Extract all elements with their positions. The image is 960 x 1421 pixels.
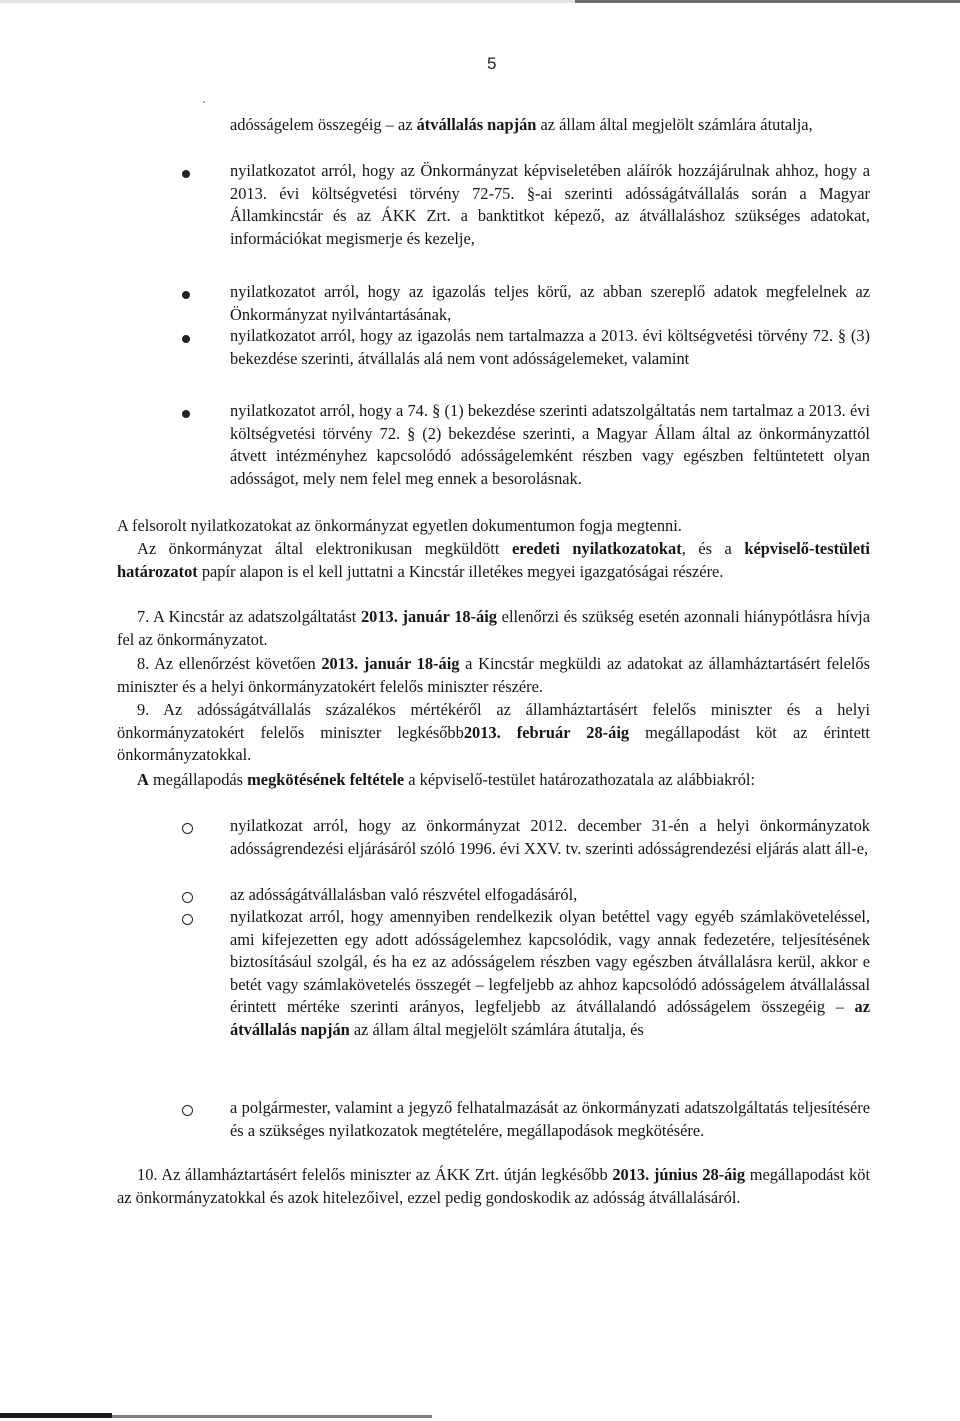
bullet-item	[230, 160, 870, 250]
bold-text-run: megkötésének feltétele	[247, 770, 405, 789]
text-run: adósságelem összegéig – az	[230, 115, 417, 134]
paragraph-9	[117, 699, 870, 767]
bold-text-run: az átvállalás napján	[230, 997, 870, 1039]
text-run: 8. Az ellenőrzést követően	[137, 654, 322, 673]
text-run: nyilatkozatot arról, hogy az Önkormányzat képviseletében aláírók hozzájárulnak ahhoz, hogy a 2013. évi költségvetési törvény 72-75. §-ai szerinti adósságátvállalás során a Magyar Államkincstár és az ÁKK Zrt. a banktitkot képező, az átvállaláshoz szükséges adatokat, információkat megismerje és kezelje,	[230, 161, 870, 248]
sub-item	[230, 815, 870, 860]
text-run: az állam által megjelölt számlára átutalja, és	[349, 1019, 644, 1039]
bullet-item	[230, 325, 870, 370]
circle-bullet-icon	[182, 823, 193, 834]
page-number: 5	[487, 54, 497, 73]
text-run: 7. A Kincstár az adatszolgáltatást	[137, 607, 361, 626]
sub-item	[230, 906, 870, 1042]
bullet-item	[230, 400, 870, 490]
bullet-dot	[182, 410, 190, 418]
paragraph-7	[117, 606, 870, 651]
text-run: papír alapon is el kell juttatni a Kincstár illetékes megyei igazgatóságai részére.	[197, 561, 724, 581]
circle-bullet-icon	[182, 1105, 193, 1116]
circle-bullet-icon	[182, 892, 193, 903]
text-run: a polgármester, valamint a jegyző felhatalmazását az önkormányzati adatszolgáltatás teljesítésére és a szükséges nyilatkozatok megtételére, megállapodások megkötésére.	[230, 1098, 870, 1140]
text-run: nyilatkozatot arról, hogy az igazolás nem tartalmazza a 2013. évi költségvetési törvény 72. § (3) bekezdése szerinti, átvállalás alá nem vont adósságelemeket, valamint	[230, 326, 870, 368]
circle-bullet-icon	[182, 914, 193, 925]
text-run: ellenőrzi és szükség esetén azonnali hiánypótlásra hívja fel az önkormányzatot.	[117, 607, 870, 649]
paragraph-felsorolt	[117, 515, 870, 538]
scan-bottom-edge	[0, 1413, 960, 1421]
paragraph-feltetel	[117, 769, 870, 792]
text-run: 9. Az adósságátvállalás százalékos mértékéről az államháztartásért felelős miniszter és a helyi önkormányzatokért felelős miniszter legkésőbb	[117, 700, 870, 742]
bullet-item	[230, 281, 870, 326]
bullet-dot	[182, 170, 190, 178]
bold-text-run: átvállalás napján	[416, 115, 537, 134]
text-run: az állam által megjelölt számlára átutalja,	[536, 115, 813, 134]
paragraph-8	[117, 653, 870, 698]
bold-text-run: 2013. február 28-áig	[463, 722, 630, 742]
text-run: a Kincstár megküldi az adatokat az államháztartásért felelős miniszter és a helyi önkormányzatokért felelős miniszter részére.	[117, 654, 870, 696]
bullet-continuation	[230, 114, 870, 137]
sub-item	[230, 884, 870, 907]
bold-text-run: eredeti nyilatkozatokat	[511, 539, 682, 558]
text-run: nyilatkozat arról, hogy amennyiben rendelkezik olyan betéttel vagy egyéb számlaköveteléssel, ami kifejezetten egy adott adósságelemhez kapcsolódik, vagy annak fedezetére, teljesítésének biztosításául szolgál, és ha ez az adósságelem részben vagy egészben átvállalásra kerül, akkor e betét vagy számlakövetelés összegét – legfeljebb az ahhoz kapcsolódó adósságelem átvállalással érintett mértéke szerinti arányos, legfeljebb az átvállalandó adósságelem összegéig –	[230, 907, 870, 1017]
paragraph-10	[117, 1164, 870, 1209]
scan-top-edge	[0, 0, 960, 3]
text-run: nyilatkozat arról, hogy az önkormányzat 2012. december 31-én a helyi önkormányzatok adósságrendezési eljárásáról szóló 1996. évi XXV. tv. szerinti adósságrendezési eljárás alatt áll-e,	[230, 816, 870, 858]
bold-text-run: képviselő-testületi határozatot	[117, 539, 870, 581]
text-run: megállapodást köt az érintett önkormányzatokkal.	[117, 722, 870, 765]
text-run: nyilatkozatot arról, hogy a 74. § (1) bekezdése szerinti adatszolgáltatás nem tartalmaz a 2013. évi költségvetési törvény 72. § (2) bekezdése szerinti, a Magyar Állam által az önkormányzattól átvett intézményhez kapcsolódó adósságelemként részben vagy egészben feltüntetett olyan adósságot, mely nem felel meg ennek a besorolásnak.	[230, 401, 870, 488]
bold-text-run: A	[137, 770, 149, 789]
bullet-dot	[182, 291, 190, 299]
text-run: nyilatkozatot arról, hogy az igazolás teljes körű, az abban szereplő adatok megfelelnek az Önkormányzat nyilvántartásának,	[230, 282, 870, 324]
bold-text-run: 2013. január 18-áig	[321, 654, 460, 673]
text-run: A felsorolt nyilatkozatokat az önkormányzat egyetlen dokumentumon fogja megtenni.	[117, 516, 682, 535]
text-run: Az önkormányzat által elektronikusan megküldött	[137, 539, 512, 558]
text-run: megállapodást köt az önkormányzatokkal és azok hitelezőivel, ezzel pedig gondoskodik az adósság átvállalásáról.	[117, 1165, 870, 1207]
bold-text-run: 2013. január 18-áig	[360, 607, 498, 626]
scan-speck	[203, 101, 205, 103]
bullet-dot	[182, 335, 190, 343]
text-run: megállapodás	[148, 770, 248, 789]
text-run: , és a	[681, 539, 745, 558]
text-run: az adósságátvállalásban való részvétel elfogadásáról,	[230, 885, 578, 904]
text-run: a képviselő-testület határozathozatala az alábbiakról:	[404, 770, 756, 789]
sub-item	[230, 1097, 870, 1142]
bold-text-run: 2013. június 28-áig	[612, 1165, 746, 1184]
text-run: 10. Az államháztartásért felelős miniszter az ÁKK Zrt. útján legkésőbb	[137, 1165, 613, 1184]
paragraph-eredeti	[117, 538, 870, 583]
